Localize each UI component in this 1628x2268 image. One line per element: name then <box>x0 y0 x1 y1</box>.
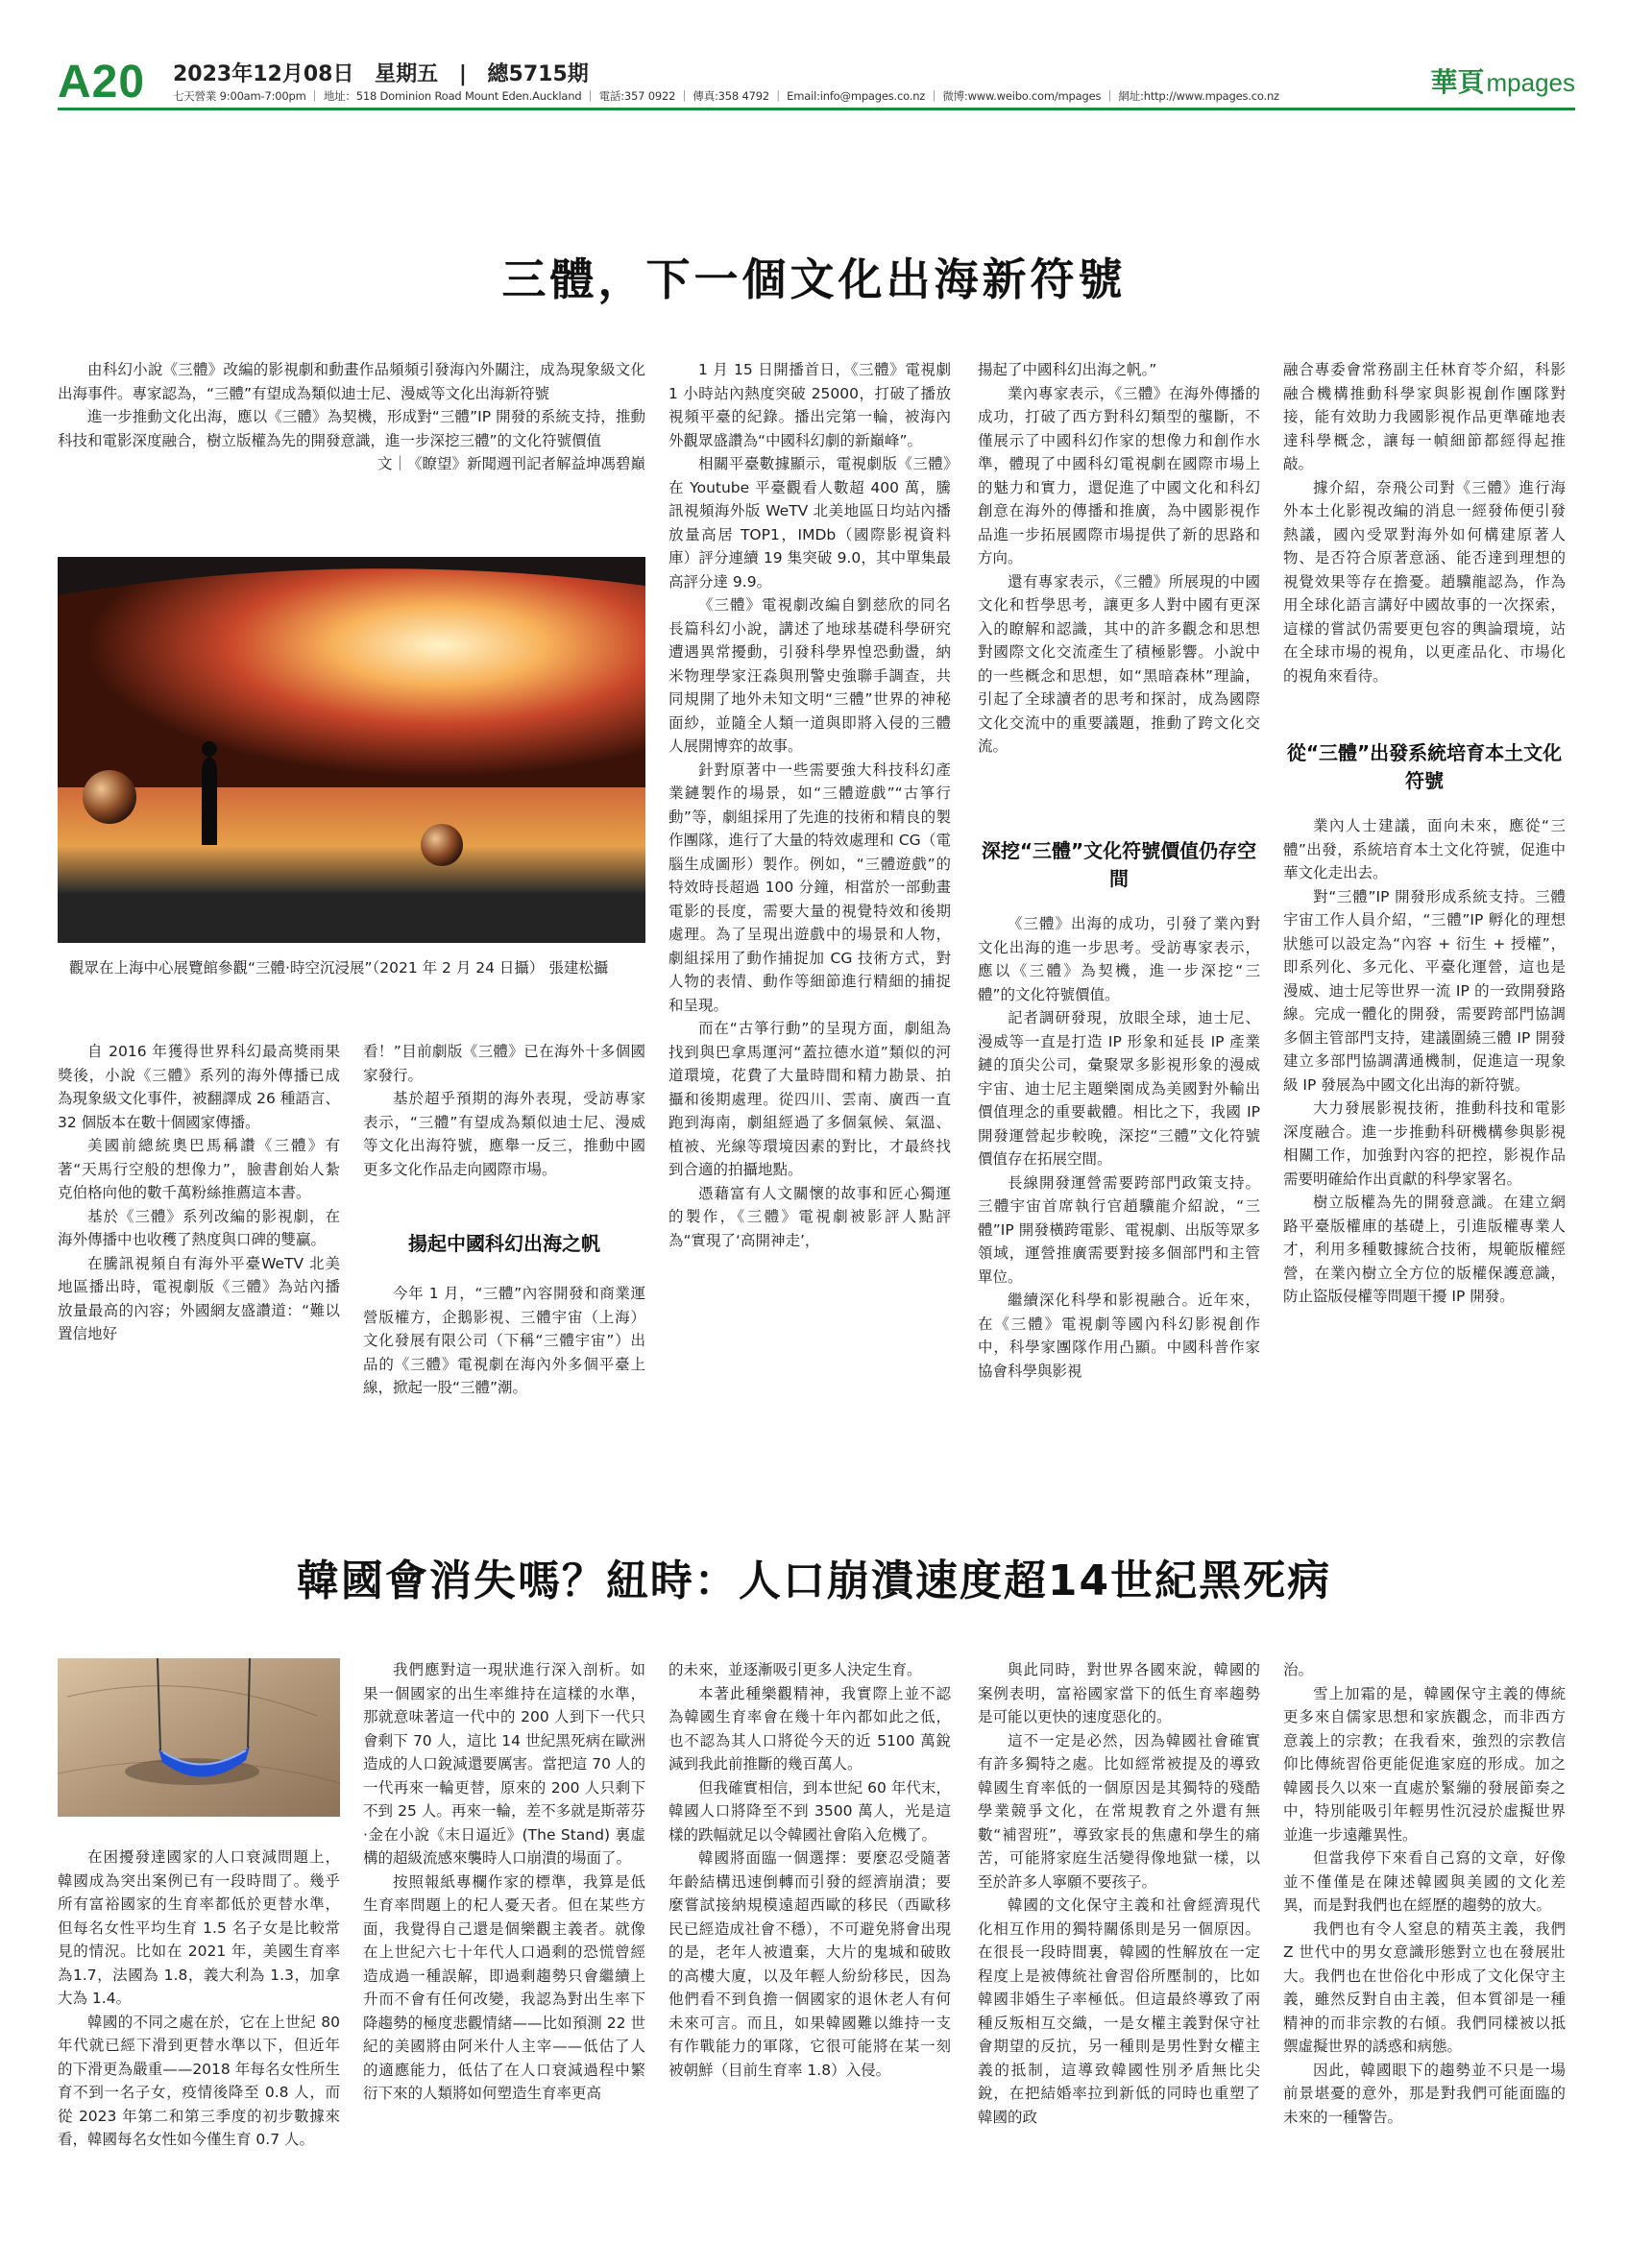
body-paragraph: 我們也有令人窒息的精英主義，我們 Z 世代中的男女意識形態對立也在發展壯大。我們也在世俗化中形成了文化保守主義，雖然反對自由主義，但本質卻是一種精神的而非宗教的右傾。我們同樣被以抵禦虛擬世界的誘惑和病態。 <box>1283 1919 1566 2055</box>
subheading-cultivate: 從“三體”出發系統培育本土文化符號 <box>1286 741 1563 792</box>
photo-caption: 觀眾在上海中心展覽館參觀“三體·時空沉浸展”（2021 年 2 月 24 日攝） 張建松攝 <box>69 959 609 977</box>
issue-weekday: 星期五 <box>375 62 439 86</box>
article2-column-5 <box>1283 1658 1566 2129</box>
body-paragraph: 本著此種樂觀精神，我實際上並不認為韓國生育率會在幾十年內都如此之低，也不認為其人口將從今天的近 5100 萬銳減到我此前推斷的幾百萬人。 <box>668 1684 951 1773</box>
page-number: A20 <box>58 57 146 108</box>
body-paragraph: 今年 1 月，“三體”內容開發和商業運營版權方，企鵝影視、三體宇宙（上海）文化發展有限公司（下稱“三體宇宙”）出品的《三體》電視劇在海內外多個平臺上線，掀起一股“三體”潮。 <box>363 1285 645 1396</box>
article1-column-5b <box>1283 814 1566 1309</box>
mpages-logo[interactable] <box>1430 61 1575 100</box>
contact-info: 七天營業 9:00am-7:00pm ｜ 地址：518 Dominion Road Mount Eden.Auckland ｜ 電話:357 0922 ｜ 傳真:358 4792 ｜ Email:info@mpages.co.nz ｜ 微博:www.weibo.com/mpages ｜ 網址:http://www.mpages.co.nz <box>173 89 1279 103</box>
body-paragraph: 但當我停下來看自己寫的文章，好像並不僅僅是在陳述韓國與美國的文化差異，而是對我們也在經歷的趨勢的放大。 <box>1283 1849 1566 1914</box>
body-paragraph: 《三體》出海的成功，引發了業內對文化出海的進一步思考。受訪專家表示，應以《三體》為契機，進一步深挖“三體”的文化符號價值。 <box>978 915 1260 1003</box>
swing-photo-graphic <box>58 1658 340 1817</box>
masthead <box>58 50 1575 111</box>
article1-column-2b <box>363 1282 645 1400</box>
body-paragraph: 韓國的文化保守主義和社會經濟現代化相互作用的獨特關係則是另一個原因。在很長一段時間裏，韓國的性解放在一定程度上是被傳統社會習俗所壓制的，比如韓國非婚生子率極低。但這最終導致了兩種反叛相互交織，一是女權主義對保守社會期望的反抗，另一種則是男性對女權主義的抵制，這導致韓國性別矛盾無比尖銳，在把結婚率拉到新低的同時也重塑了韓國的政 <box>978 1896 1260 2126</box>
body-paragraph: 但我確實相信，到本世紀 60 年代末，韓國人口將降至不到 3500 萬人，光是這樣的跌幅就足以令韓國社會陷入危機了。 <box>668 1778 951 1844</box>
body-paragraph: 在騰訊視頻自有海外平臺WeTV 北美地區播出時，電視劇版《三體》為站內播放量最高的內容；外國網友盛讚道：“難以置信地好 <box>58 1254 340 1342</box>
body-paragraph: 這不一定是必然，因為韓國社會確實有許多獨特之處。比如經常被提及的導致韓國生育率低的一個原因是其獨特的殘酷學業競爭文化，在常規教育之外還有無數“補習班”，導致家長的焦慮和學生的痛苦，可能將家庭生活變得像地獄一樣，以至於許多人寧願不要孩子。 <box>978 1731 1260 1891</box>
article1-column-1 <box>58 1040 340 1346</box>
dateline <box>173 58 602 87</box>
article1-byline: 文｜《瞭望》新聞週刊記者解益坤馮碧巔 <box>377 455 645 472</box>
lead-paragraph: 由科幻小說《三體》改編的影視劇和動畫作品頻頻引發海內外關注，成為現象級文化出海事件。專家認為，“三體”有望成為類似迪士尼、漫威等文化出海新符號 <box>58 361 645 402</box>
body-paragraph: 長線開發運營需要跨部門政策支持。三體宇宙首席執行官趙驥龍介紹說，“三體”IP 開發橫跨電影、電視劇、出版等眾多領域，運營推廣需要對接多個部門和主管單位。 <box>978 1173 1260 1286</box>
article1-column-2 <box>363 1040 645 1181</box>
exhibition-photo <box>58 557 645 943</box>
masthead-rule <box>58 108 1575 110</box>
article2-column-3 <box>668 1658 951 2082</box>
body-paragraph: 據介紹，奈飛公司對《三體》進行海外本土化影視改編的消息一經發佈便引發熱議，國內受眾對海外如何構建原著人物、是否符合原著意涵、能否達到理想的視覺效果等存在擔憂。趙驥龍認為，作為用全球化語言講好中國故事的一次探索，這樣的嘗試仍需要更包容的輿論環境，站在全球市場的視角，以更產品化、市場化的視角來看待。 <box>1283 478 1566 685</box>
logo-english: mpages <box>1486 68 1575 97</box>
body-paragraph: 1 月 15 日開播首日，《三體》電視劇 1 小時站內熱度突破 25000，打破了播放視頻平臺的紀錄。播出完第一輪，被海內外觀眾盛讚為“中國科幻劇的新巔峰”。 <box>668 361 951 449</box>
article1-column-3 <box>668 358 951 1252</box>
body-paragraph: 因此，韓國眼下的趨勢並不只是一場前景堪憂的意外，那是對我們可能面臨的未來的一種警告。 <box>1283 2061 1566 2126</box>
body-paragraph: 韓國的不同之處在於，它在上世紀 80 年代就已經下滑到更替水準以下，但近年的下滑更為嚴重——2018 年每名女性所生育不到一名子女，疫情後降至 0.8 人，而從 2023 年第二和第三季度的初步數據來看，韓國每名女性如今僅生育 0.7 人。 <box>58 2013 340 2148</box>
article1-column-4b <box>978 912 1260 1383</box>
body-paragraph: 憑藉富有人文關懷的故事和匠心獨運的製作，《三體》電視劇被影評人點評為“實現了‘高開神走’， <box>668 1184 951 1249</box>
body-paragraph: 記者調研發現，放眼全球，迪士尼、漫威等一直是打造 IP 形象和延長 IP 產業鏈的頂尖公司，彙聚眾多影視形象的漫威宇宙、迪士尼主題樂園成為美國對外輸出價值理念的重要載體。相比之下，我國 IP 開發運營起步較晚，深挖“三體”文化符號價值存在拓展空間。 <box>978 1009 1260 1168</box>
subheading-sail: 揚起中國科幻出海之帆 <box>408 1232 600 1255</box>
body-paragraph: 韓國將面臨一個選擇：要麼忍受隨著年齡結構迅速倒轉而引發的經濟崩潰；要麼嘗試接納規模遠超西歐的移民（西歐移民已經造成社會不穩），不可避免將會出現的是，老年人被遺棄，大片的鬼城和破敗的高樓大廈，以及年輕人紛紛移民，因為他們看不到負擔一個國家的退休老人有何未來可言。而且，如果韓國難以維持一支有作戰能力的軍隊，它很可能將在某一刻被朝鮮（目前生育率 1.8）入侵。 <box>668 1849 951 2079</box>
body-paragraph: 《三體》電視劇改編自劉慈欣的同名長篇科幻小說，講述了地球基礎科學研究遭遇異常擾動，引發科學界惶恐動盪，納米物理學家汪淼與刑警史強聯手調查，共同規開了地外未知文明“三體”世界的神秘面紗，並隨全人類一道與即將入侵的三體人展開博弈的故事。 <box>668 596 951 755</box>
logo-chinese: 華頁 <box>1430 67 1485 97</box>
body-paragraph: 融合專委會常務副主任林育苓介紹，科影融合機構推動科學家與影視創作團隊對接，能有效助力我國影視作品更準確地表達科學概念，讓每一幀細節都經得起推敲。 <box>1283 361 1566 472</box>
article1-lead <box>58 358 645 476</box>
body-paragraph: 按照報紙專欄作家的標準，我算是低生育率問題上的杞人憂天者。但在某些方面，我覺得自己還是個樂觀主義者。就像在上世紀六七十年代人口過剩的恐慌曾經造成過一種誤解，即過剩趨勢只會繼續上升而不會有任何改變，我認為對出生率下降趨勢的極度悲觀情緒——比如預測 22 世紀的美國將由阿米什人主宰——低估了人的適應能力，低估了在人口衰減過程中繁衍下來的人類將如何塑造生育率更高 <box>363 1872 645 2102</box>
exhibition-photo-graphic <box>58 557 645 943</box>
body-paragraph: 繼續深化科學和影視融合。近年來，在《三體》電視劇等國內科幻影視創作中，科學家團隊作用凸顯。中國科普作家協會科學與影視 <box>978 1291 1260 1380</box>
body-paragraph: 自 2016 年獲得世界科幻最高獎雨果獎後，小說《三體》系列的海外傳播已成為現象級文化事件，被翻譯成 26 種語言、32 個版本在數十個國家傳播。 <box>58 1043 340 1131</box>
article2-column-2 <box>363 1658 645 2106</box>
lead-paragraph: 進一步推動文化出海，應以《三體》為契機，形成對“三體”IP 開發的系統支持，推動科技和電影深度融合，樹立版權為先的開發意識，進一步深挖三體”的文化符號價值 <box>58 408 645 449</box>
body-paragraph: 基於《三體》系列改編的影視劇，在海外傳播中也收穫了熱度與口碑的雙贏。 <box>58 1207 340 1248</box>
body-paragraph: 雪上加霜的是，韓國保守主義的傳統更多來自儒家思想和家族觀念，而非西方意義上的宗教；在我看來，強烈的宗教信仰比傳統習俗更能促進家庭的形成。加之韓國長久以來一直處於緊繃的發展節奏之中，特別能吸引年輕男性沉浸於虛擬世界並進一步遠離異性。 <box>1283 1684 1566 1844</box>
issue-number: 總5715期 <box>487 62 589 86</box>
article2-headline: 韓國會消失嗎？紐時：人口崩潰速度超14世紀黑死病 <box>296 1556 1332 1605</box>
body-paragraph: 與此同時，對世界各國來說，韓國的案例表明，富裕國家當下的低生育率趨勢是可能以更快的速度惡化的。 <box>978 1661 1260 1725</box>
body-paragraph: 美國前總統奧巴馬稱讚《三體》有著“天馬行空般的想像力”，臉書創始人紮克伯格向他的數千萬粉絲推薦這本書。 <box>58 1137 340 1201</box>
body-paragraph: 揚起了中國科幻出海之帆。” <box>978 361 1157 378</box>
body-paragraph: 看！”目前劇版《三體》已在海外十多個國家發行。 <box>363 1043 645 1084</box>
body-paragraph: 基於超乎預期的海外表現，受訪專家表示，“三體”有望成為類似迪士尼、漫威等文化出海符號，應舉一反三，推動中國更多文化作品走向國際市場。 <box>363 1090 645 1178</box>
body-paragraph: 在困擾發達國家的人口衰減問題上，韓國成為突出案例已有一段時間了。幾乎所有富裕國家的生育率都低於更替水準，但每名女性平均生育 1.5 名子女是比較常見的情況。比如在 2021 年，美國生育率為1.7，法國為 1.8，義大利為 1.3，加拿大為 1.4。 <box>58 1848 340 2007</box>
body-paragraph: 治。 <box>1283 1661 1314 1678</box>
body-paragraph: 業內專家表示，《三體》在海外傳播的成功，打破了西方對科幻類型的壟斷，不僅展示了中國科幻作家的想像力和創作水準，體現了中國科幻電視劇在國際市場上的魅力和實力，還促進了中國文化和科幻創意在海外的傳播和推廣，為中國影視作品進一步拓展國際市場提供了新的思路和方向。 <box>978 384 1260 567</box>
body-paragraph: 業內人士建議，面向未來，應從“三體”出發，系統培育本土文化符號，促進中華文化走出去。 <box>1283 817 1566 881</box>
body-paragraph: 針對原著中一些需要強大科技科幻產業鏈製作的場景，如“三體遊戲”“古箏行動”等，劇組採用了先進的技術和精良的製作團隊，進行了大量的特效處理和 CG（電腦生成圖形）製作。例如，“三體遊戲”的特效時長超過 100 分鐘，相當於一部動畫電影的長度，需要大量的視覺特效和後期處理。為了呈現出遊戲中的場景和人物，劇組採用了動作捕捉加 CG 技術方式，對人物的表情、動作等細節進行精細的捕捉和呈現。 <box>668 760 951 1014</box>
body-paragraph: 相關平臺數據顯示，電視劇版《三體》在 Youtube 平臺觀看人數超 400 萬，騰訊視頻海外版 WeTV 北美地區日均站內播放量高居 TOP1，IMDb（國際影視資料庫）評分連續 19 集突破 9.0，其中單集最高評分達 9.9。 <box>668 455 951 591</box>
body-paragraph: 樹立版權為先的開發意識。在建立網路平臺版權庫的基礎上，引進版權專業人才，利用多種數據統合技術，規範版權經營，在業內樹立全方位的版權保護意識，防止盜版侵權等問題干擾 IP 開發。 <box>1283 1194 1566 1305</box>
body-paragraph: 的未來，並逐漸吸引更多人決定生育。 <box>668 1661 922 1678</box>
body-paragraph: 而在“古箏行動”的呈現方面，劇組為找到與巴拿馬運河“蓋拉德水道”類似的河道環境，花費了大量時間和精力勘景、拍攝和後期處理。從四川、雲南、廣西一直跑到海南，劇組經過了多個氣候、氣溫、植被、光線等環境因素的對比，才最終找到合適的拍攝地點。 <box>668 1020 951 1178</box>
dateline-separator: | <box>458 62 467 86</box>
article2-column-4 <box>978 1658 1260 2129</box>
subheading-symbol-value: 深挖“三體”文化符號價值仍存空間 <box>981 839 1257 890</box>
body-paragraph: 大力發展影視技術，推動科技和電影深度融合。進一步推動科研機構參與影視相關工作，加強對內容的把控，影視作品需要明確給作出貢獻的科學家署名。 <box>1283 1099 1566 1188</box>
article1-column-4 <box>978 358 1260 759</box>
article1-column-5 <box>1283 358 1566 688</box>
article2-column-1 <box>58 1846 340 2152</box>
issue-date: 2023年12月08日 <box>173 62 354 86</box>
body-paragraph: 我們應對這一現狀進行深入剖析。如果一個國家的出生率維持在這樣的水準，那就意味著這一代中的 200 人到下一代只會剩下 70 人，這比 14 世紀黑死病在歐洲造成的人口銳減還要厲害。當把這 70 人的一代再來一輪更替，原來的 200 人只剩下不到 25 人。再來一輪，差不多就是斯蒂芬·金在小說《末日逼近》(The Stand) 裏虛構的超級流感來襲時人口崩潰的場面了。 <box>363 1661 645 1867</box>
body-paragraph: 還有專家表示，《三體》所展現的中國文化和哲學思考，讓更多人對中國有更深入的瞭解和認識，其中的許多觀念和思想對國際文化交流產生了積極影響。小說中的一些概念和思想，如“黑暗森林”理論，引起了全球讀者的思考和探討，成為國際文化交流中的重要議題，推動了跨文化交流。 <box>978 572 1260 755</box>
swing-photo <box>58 1658 340 1817</box>
article1-headline: 三體，下一個文化出海新符號 <box>501 253 1127 305</box>
body-paragraph: 對“三體”IP 開發形成系統支持。三體宇宙工作人員介紹，“三體”IP 孵化的理想狀態可以設定為“內容 + 衍生 + 授權”，即系列化、多元化、平臺化運營，這也是漫威、迪士尼等世界一流 IP 的一致開發路線。完成一體化的開發，需要跨部門協調多個主管部門支持，建議圍繞三體 IP 開發建立多部門協調溝通機制，促進這一現象級 IP 發展為中國文化出海的新符號。 <box>1283 887 1566 1094</box>
